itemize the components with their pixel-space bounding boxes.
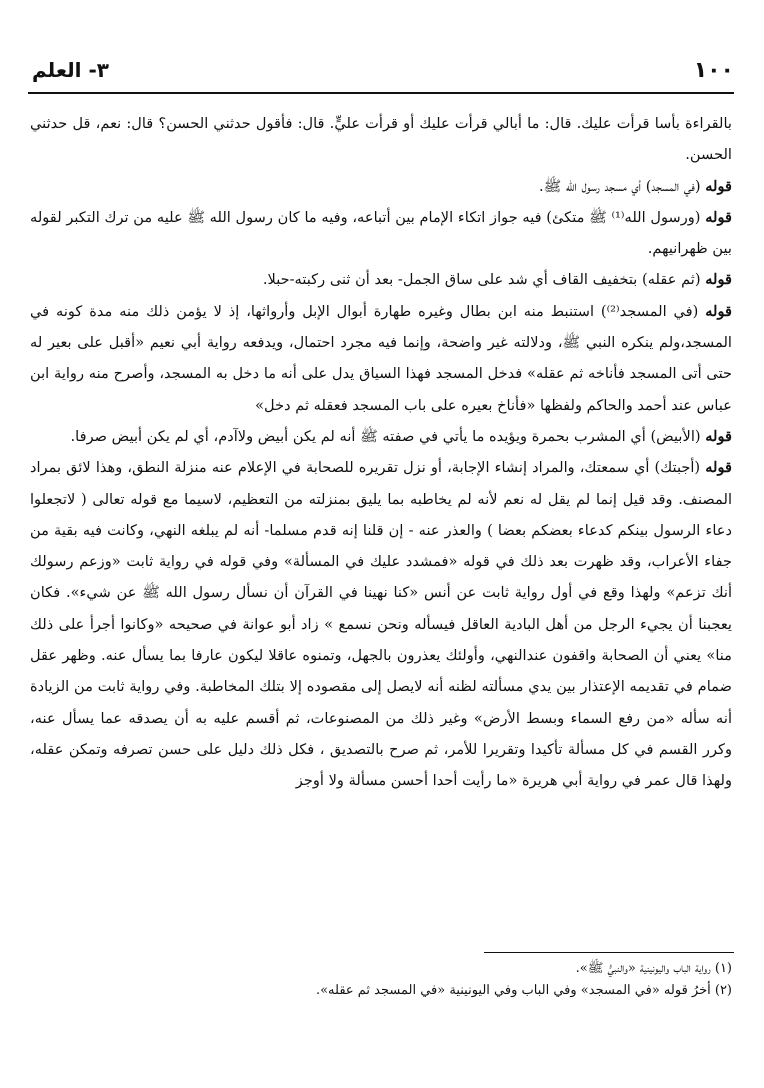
paragraph: [30, 421, 732, 452]
footnote: (١) رواية الباب واليونينية «والنبيُّ ﷺ».: [575, 961, 732, 976]
paragraph-text: (الأبيض) أي المشرب بحمرة ويؤيده ما يأتي في صفته ﷺ أنه لم يكن أبيض ولاآدم، أي لم يكن أبيض صرفا.: [70, 427, 706, 445]
paragraph-text: (ورسول الله⁽¹⁾ ﷺ متكئ) فيه جواز اتكاء الإمام بين أتباعه، وفيه ما كان رسول الله ﷺ عليه من ترك التكبر لقوله بين ظهرانيهم.: [30, 208, 732, 258]
paragraph-keyword: قوله: [705, 208, 732, 226]
footnote-rule: [484, 952, 734, 953]
paragraph-keyword: قوله: [705, 427, 732, 445]
paragraph-text: (في المسجد⁽²⁾) استنبط منه ابن بطال وغيره طهارة أبوال الإبل وأرواثها، إذ لا يؤمن ذلك منه مدة كونه في المسجد،ولم ينكره النبي ﷺ، ودلالته غير واضحة، وإنما فيه مجرد احتمال، ويدفعه رواية أبي نعيم «أقبل على بعير له حتى أتى المسجد فأناخه ثم عقله» فدخل المسجد فهذا السياق يدل على أنه ما دخل به المسجد، وأصرح منه رواية ابن عباس عند أحمد والحاكم ولفظها «فأناخ بعيره على باب المسجد فعقله ثم دخل»: [30, 302, 732, 414]
paragraph-keyword: قوله: [705, 177, 732, 195]
body-text: [30, 108, 732, 797]
paragraph-text: (ثم عقله) بتخفيف القاف أي شد على ساق الجمل- بعد أن ثنى ركبته-حبلا.: [262, 271, 706, 289]
footnote: (٢) أخرُ قوله «في المسجد» وفي الباب وفي اليونينية «في المسجد ثم عقله».: [315, 983, 732, 998]
paragraph-keyword: قوله: [705, 459, 732, 477]
header-rule: [28, 92, 734, 94]
paragraph-text: (أجبتك) أي سمعتك، والمراد إنشاء الإجابة، أو نزل تقريره للصحابة في الإعلام عنه منزلة النطق، وهذا لائق بمراد المصنف. وقد قيل إنما لم يقل له نعم لأنه لم يخاطبه بما يليق بمنزلته من التعظيم، لاسيما مع قوله تعالى ( لاتجعلوا دعاء الرسول بينكم كدعاء بعضكم بعضا ) والعذر عنه - إن قلنا إنه قدم مسلما- أنه لم يبلغه النهي، وكانت فيه بقية من جفاء الأعراب، وقد ظهرت بعد ذلك في قوله «فمشدد عليك في المسألة» وفي قوله في رواية ثابت «وزعم رسولك أنك تزعم» ولهذا وقع في أول رواية ثابت عن أنس «كنا نهينا في القرآن أن نسأل رسول الله ﷺ عن شيء». فكان يعجبنا أن يجيء الرجل من أهل البادية العاقل فيسأله ونحن نسمع » زاد أبو عوانة في صحيحه «وكانوا أجرأ على ذلك منا» يعني أن الصحابة واقفون عندالنهي، وأولئك يعذرون بالجهل، وتمنوه عاقلا ليكون عارفا بما يسأل عنه. وظهر عقل ضمام في تقديمه الإعتذار بين يدي مسألته لظنه أنه لايصل إلى مقصوده إلا بتلك المخاطبة. وفي رواية ثابت من الزيادة أنه سأله «من رفع السماء وبسط الأرض» وغير ذلك من المصنوعات، ثم أقسم عليه به أن يصدقه عما يسأل عنه، وكرر القسم في كل مسألة تأكيدا وتقريرا للأمر، ثم صرح بالتصديق ، فكل ذلك دليل على حسن تصرفه وتمكن عقله، ولهذا قال عمر في رواية أبي هريرة «ما رأيت أحدا أحسن مسألة ولا أوجز: [30, 459, 732, 790]
page-header: [32, 58, 734, 86]
paragraph: [30, 108, 732, 171]
paragraph: [30, 264, 732, 295]
paragraph: [30, 296, 732, 421]
paragraph-keyword: قوله: [705, 302, 733, 320]
chapter-title: ٣- العلم: [32, 58, 109, 82]
paragraph: [30, 202, 732, 265]
paragraph: [30, 171, 732, 202]
paragraph-text: (في المسجد) أي مسجد رسول الله ﷺ.: [539, 177, 706, 195]
paragraph-keyword: قوله: [705, 271, 732, 289]
page-number: ١٠٠: [693, 58, 734, 83]
paragraph: [30, 452, 732, 796]
footnotes: [30, 958, 732, 1002]
paragraph-text: بالقراءة بأسا قرأت عليك. قال: ما أبالي قرأت عليك أو قرأت عليٍّ. قال: فأقول حدثني الحسن؟ قال: نعم، قل حدثني الحسن.: [30, 115, 732, 164]
